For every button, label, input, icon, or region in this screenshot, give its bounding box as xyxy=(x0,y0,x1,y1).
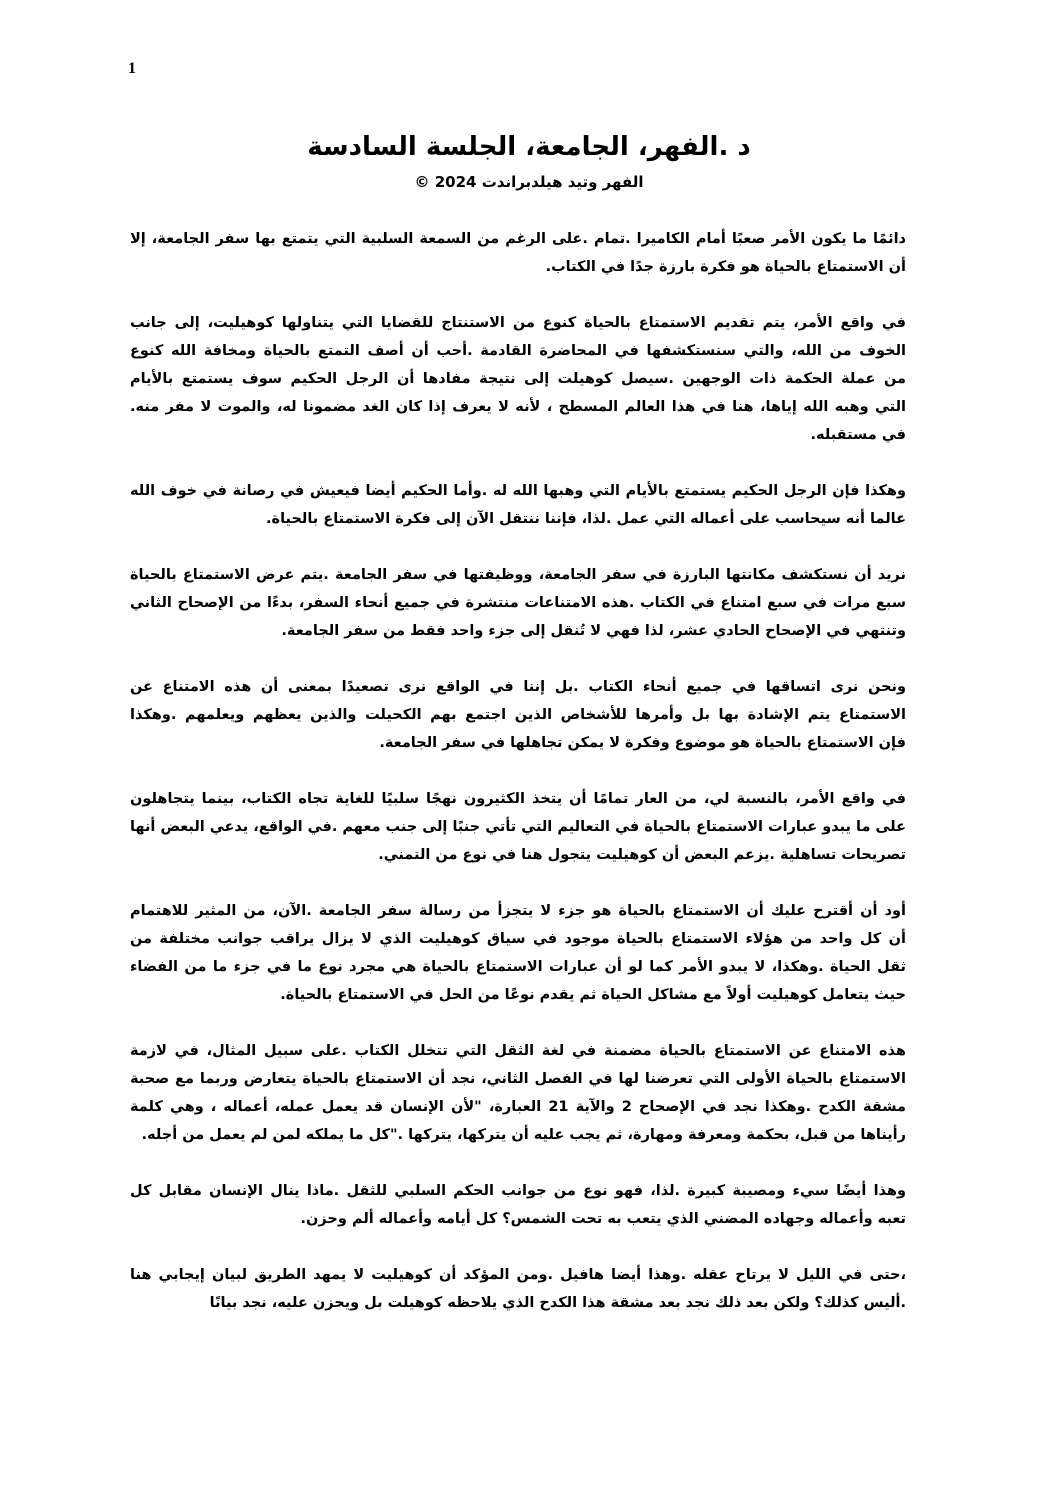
page-number: 1 xyxy=(128,60,136,77)
paragraph xyxy=(130,309,906,449)
text-line: الاستمتاع بالحياة الأولى التي تعرضنا لها في الفصل الثاني، نجد أن الاستمتاع بالحياة يتعارض وربما مع صحبة xyxy=(130,1071,906,1087)
text-line: وتنتهي في الإصحاح الحادي عشر، لذا فهي لا تُنقل إلى جزء واحد فقط من سفر الجامعة. xyxy=(281,623,906,639)
text-line: أن كل واحد من هؤلاء الاستمتاع بالحياة موجود في سياق كوهيليت الذي لا يزال يراقب جوانب مختلفة من xyxy=(130,931,906,947)
text-line: وهكذا فإن الرجل الحكيم يستمتع بالأيام التي وهبها الله له .وأما الحكيم أيضا فيعيش في رصانة في خوف الله xyxy=(130,483,906,499)
paragraph xyxy=(130,785,906,869)
text-line: ،حتى في الليل لا يرتاح عقله .وهذا أيضا هافيل .ومن المؤكد أن كوهيليت لا يمهد الطريق لبيان إيجابي هنا xyxy=(130,1267,906,1283)
text-line: تعبه وأعماله وجهاده المضني الذي يتعب به تحت الشمس؟ كل أيامه وأعماله ألم وحزن. xyxy=(300,1211,906,1227)
paragraph xyxy=(130,477,906,533)
text-line: في واقع الأمر، بالنسبة لي، من العار تمامًا أن يتخذ الكثيرون نهجًا سلبيًا للغاية تجاه الكتاب، بينما يتجاهلون xyxy=(130,791,906,807)
text-line: أن الاستمتاع بالحياة هو فكرة بارزة جدًا في الكتاب. xyxy=(545,259,906,275)
text-line: في مستقبله. xyxy=(810,427,906,443)
document-title: د .الفهر، الجامعة، الجلسة السادسة xyxy=(307,132,751,162)
text-line: من عملة الحكمة ذات الوجهين .سيصل كوهيلت إلى نتيجة مفادها أن الرجل الحكيم سوف يستمتع بالأيام xyxy=(130,371,906,387)
paragraph xyxy=(130,1177,906,1233)
text-line: نريد أن نستكشف مكانتها البارزة في سفر الجامعة، ووظيفتها في سفر الجامعة .يتم عرض الاستمتاع بالحياة xyxy=(130,567,906,583)
text-line: فإن الاستمتاع بالحياة هو موضوع وفكرة لا يمكن تجاهلها في سفر الجامعة. xyxy=(379,735,906,751)
paragraph xyxy=(130,1261,906,1317)
document-subtitle: الفهر وتيد هيلدبراندت 2024 © xyxy=(414,173,644,191)
document-body xyxy=(130,225,906,1345)
text-line: رأيناها من قبل، بحكمة ومعرفة ومهارة، ثم يجب عليه أن يتركها، يتركها ."كل ما يملكه لمن لم يعمل من أجله. xyxy=(141,1127,906,1143)
text-line: دائمًا ما يكون الأمر صعبًا أمام الكاميرا .تمام .على الرغم من السمعة السلبية التي يتمتع بها سفر الجامعة، إلا xyxy=(130,231,906,247)
text-line: مشقة الكدح .وهكذا نجد في الإصحاح 2 والآية 21 العبارة، "لأن الإنسان قد يعمل عمله، أعماله ، وهي كلمة xyxy=(130,1099,906,1115)
text-line: ونحن نرى اتساقها في جميع أنحاء الكتاب .بل إننا في الواقع نرى تصعيدًا بمعنى أن هذه الامتناع عن xyxy=(130,679,906,695)
text-line: وهذا أيضًا سيء ومصيبة كبيرة .لذا، فهو نوع من جوانب الحكم السلبي للثقل .ماذا ينال الإنسان مقابل كل xyxy=(130,1183,906,1199)
paragraph xyxy=(130,673,906,757)
paragraph xyxy=(130,897,906,1009)
text-line: .أليس كذلك؟ ولكن بعد ذلك نجد بعد مشقة هذا الكدح الذي يلاحظه كوهيلت بل ويحزن عليه، نجد بيانًا xyxy=(209,1295,906,1311)
text-line: في واقع الأمر، يتم تقديم الاستمتاع بالحياة كنوع من الاستنتاج للقضايا التي يتناولها كوهيليت، إلى جانب xyxy=(130,315,906,331)
paragraph xyxy=(130,561,906,645)
text-line: أود أن أقترح عليك أن الاستمتاع بالحياة هو جزء لا يتجزأ من رسالة سفر الجامعة .الآن، من المثير للاهتمام xyxy=(130,903,906,919)
text-line: الاستمتاع يتم الإشادة بها بل وأمرها للأشخاص الذين اجتمع بهم الكحيلت والذين يعظهم ويعلمهم .وهكذا xyxy=(130,707,906,723)
text-line: حيث يتعامل كوهيليت أولاً مع مشاكل الحياة ثم يقدم نوعًا من الحل في الاستمتاع بالحياة. xyxy=(280,987,906,1003)
paragraph xyxy=(130,225,906,281)
text-line: ثقل الحياة .وهكذا، لا يبدو الأمر كما لو أن عبارات الاستمتاع بالحياة هي مجرد نوع ما في جزء ما من الفضاء xyxy=(130,959,906,975)
text-line: تصريحات تساهلية .يزعم البعض أن كوهيليت يتجول هنا في نوع من التمني. xyxy=(378,847,906,863)
text-line: على ما يبدو عبارات الاستمتاع بالحياة في التعاليم التي تأتي جنبًا إلى جنب معهم .في الواقع، يدعي البعض أنها xyxy=(129,819,906,835)
text-line: الخوف من الله، والتي سنستكشفها في المحاضرة القادمة .أحب أن أصف التمتع بالحياة ومخافة الله كنوع xyxy=(130,343,906,359)
text-line: سبع مرات في سبع امتناع في الكتاب .هذه الامتناعات منتشرة في جميع أنحاء السفر، بدءًا من الإصحاح الثاني xyxy=(130,595,906,611)
text-line: التي وهبه الله إياها، هنا في هذا العالم المسطح ، لأنه لا يعرف إذا كان الغد مضمونا له، والموت لا مفر منه. xyxy=(130,399,906,415)
text-line: هذه الامتناع عن الاستمتاع بالحياة مضمنة في لغة الثقل التي تتخلل الكتاب .على سبيل المثال، في لازمة xyxy=(130,1043,906,1059)
text-line: عالما أنه سيحاسب على أعماله التي عمل .لذا، فإننا ننتقل الآن إلى فكرة الاستمتاع بالحياة. xyxy=(266,511,906,527)
paragraph xyxy=(130,1037,906,1149)
